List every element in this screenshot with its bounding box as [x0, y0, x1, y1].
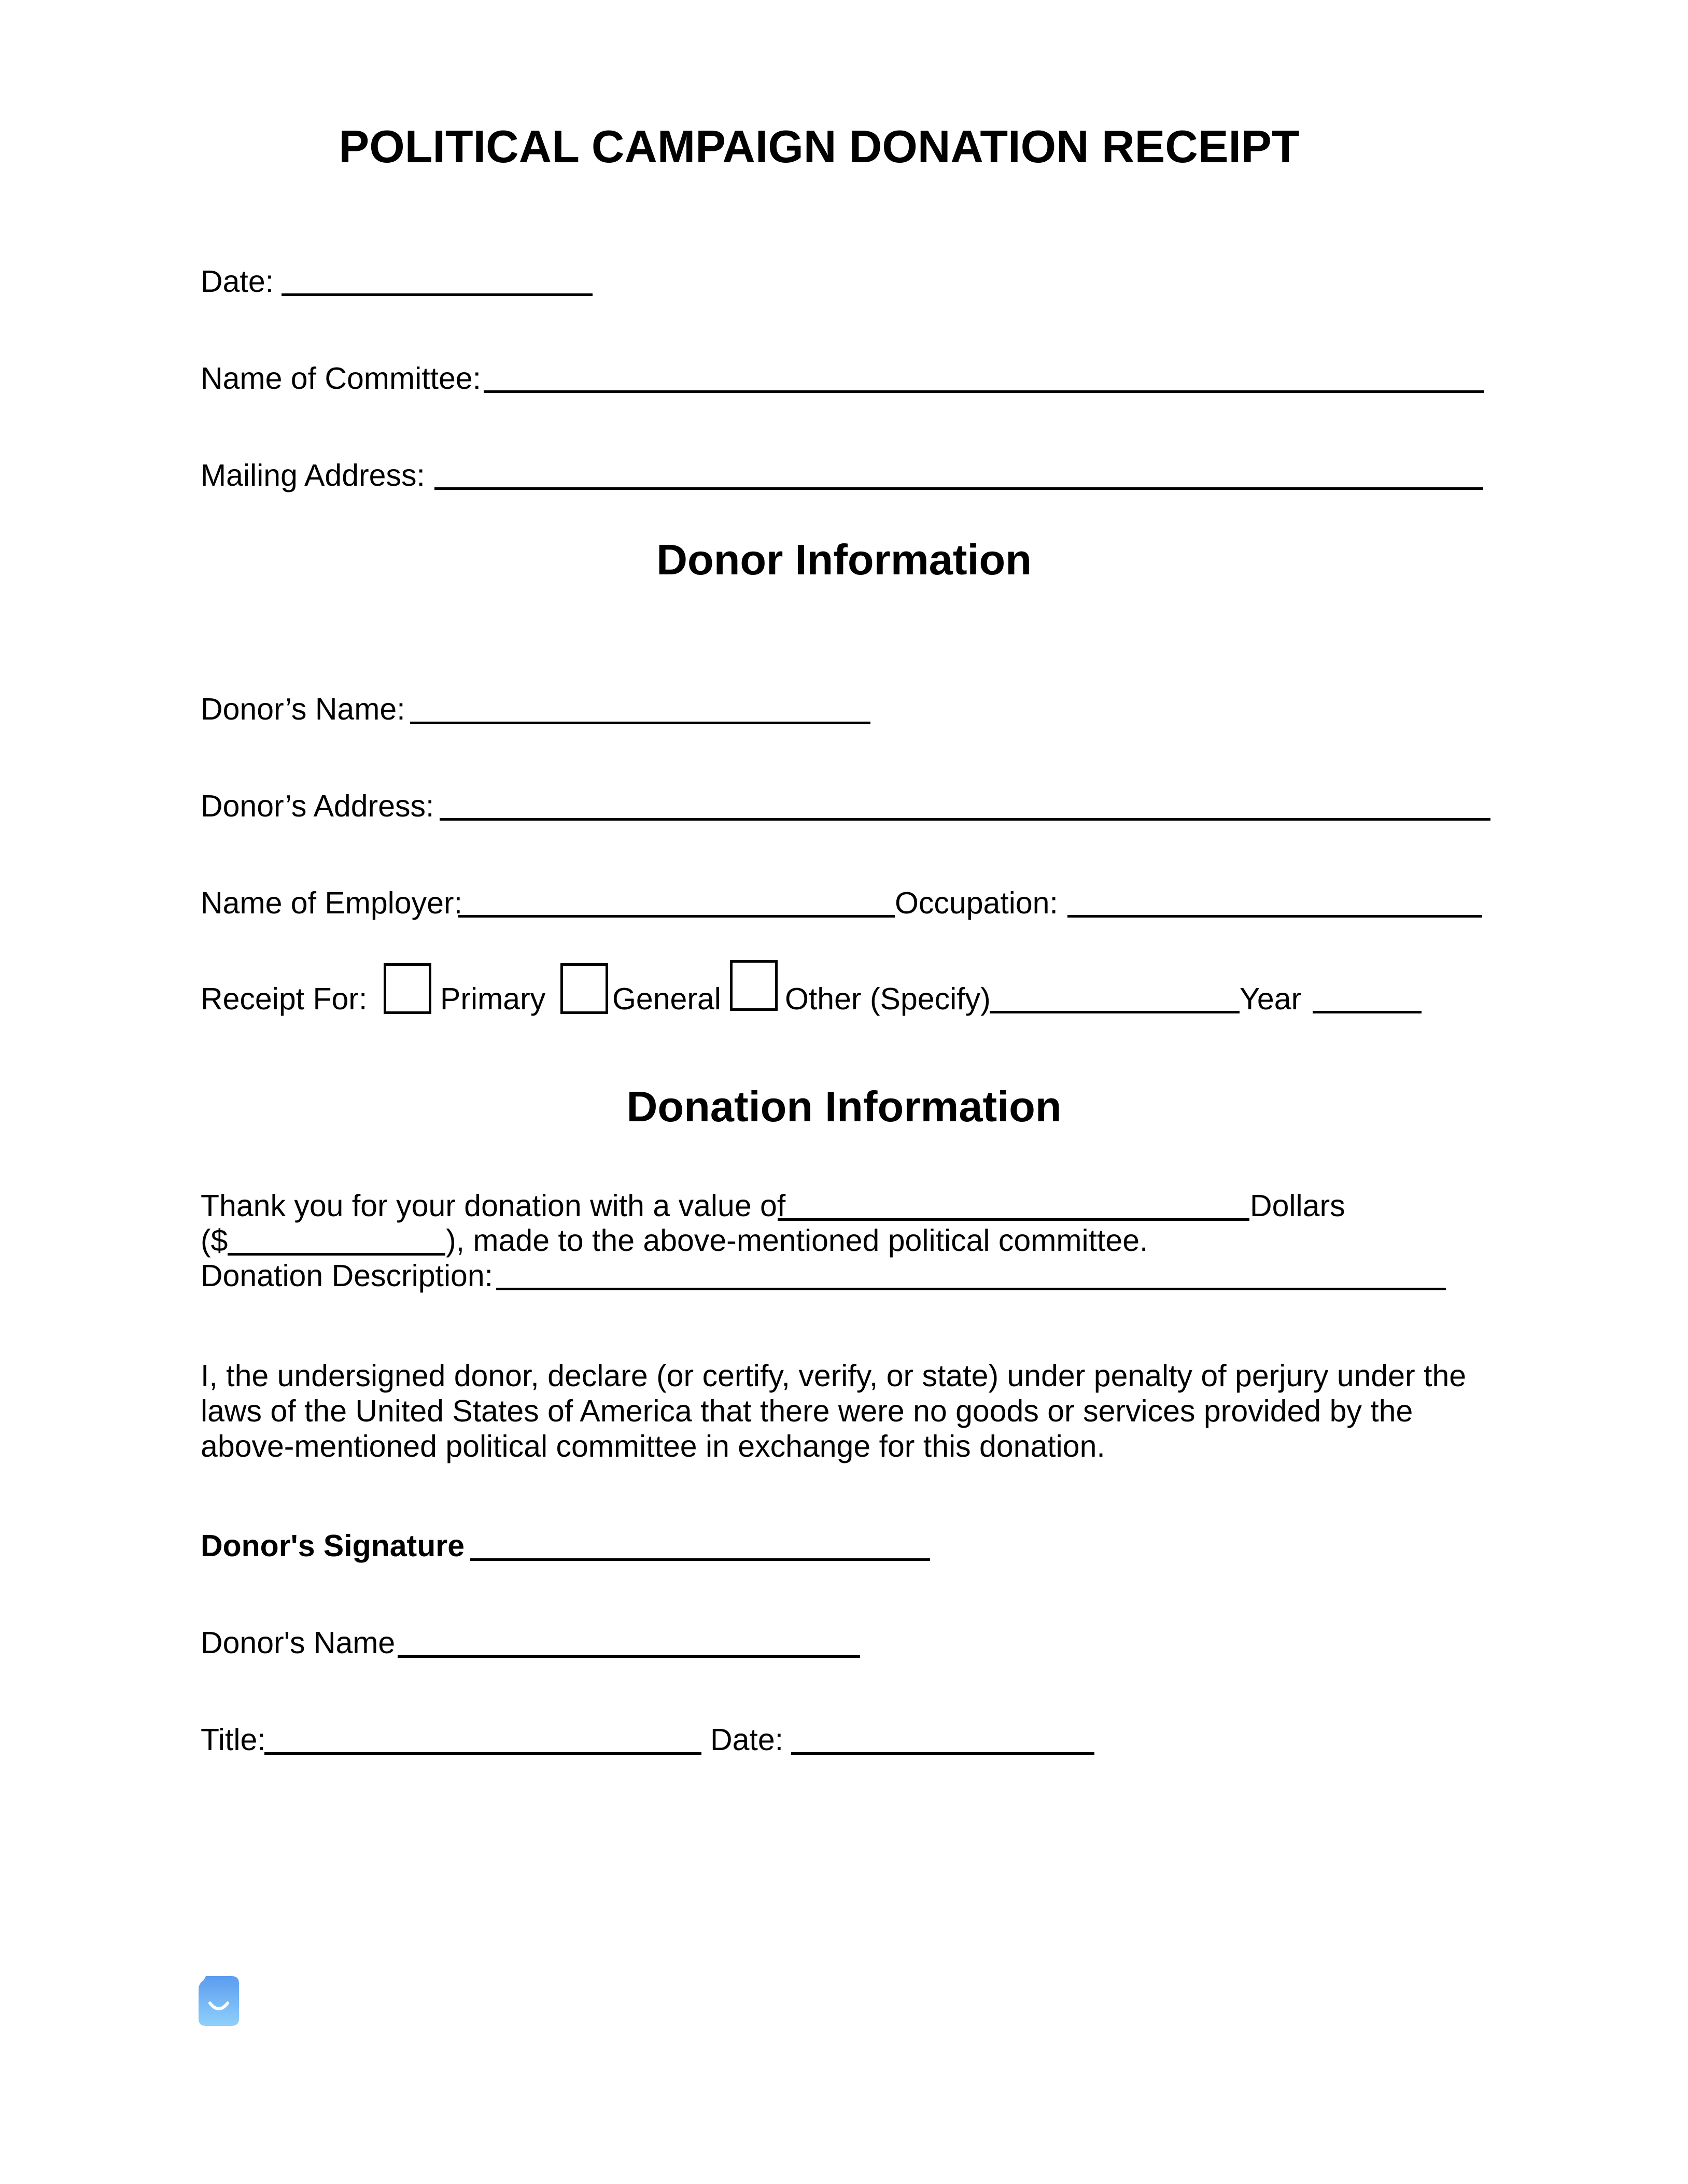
occupation-field[interactable]: [1067, 915, 1482, 918]
other-checkbox[interactable]: [730, 960, 778, 1011]
mailing-address-field[interactable]: [434, 487, 1483, 490]
dollars-label: Dollars: [1250, 1189, 1345, 1223]
declaration-paragraph: [201, 1358, 1497, 1464]
year-field[interactable]: [1313, 1011, 1422, 1013]
title-label: Title:: [201, 1723, 266, 1757]
committee-field[interactable]: [484, 390, 1484, 393]
other-option-label: Other (Specify): [785, 982, 991, 1016]
receipt-for-label: Receipt For:: [201, 982, 368, 1016]
general-checkbox[interactable]: [560, 963, 608, 1014]
donation-amount-words-field[interactable]: [778, 1218, 1249, 1221]
signature-date-field[interactable]: [791, 1752, 1094, 1755]
donation-description-label: Donation Description:: [201, 1259, 494, 1293]
occupation-label: Occupation:: [895, 886, 1058, 920]
declaration-line: above-mentioned political committee in exchange for this donation.: [201, 1429, 1105, 1463]
donation-amount-number-field[interactable]: [228, 1253, 445, 1256]
date-label: Date:: [201, 264, 274, 299]
title-field[interactable]: [264, 1752, 701, 1755]
signature-label: Donor's Signature: [201, 1529, 465, 1563]
other-specify-field[interactable]: [990, 1011, 1240, 1013]
date-field[interactable]: [282, 293, 593, 296]
donation-information-heading: Donation Information: [626, 1082, 1062, 1131]
thank-you-text: Thank you for your donation with a value of: [201, 1189, 786, 1223]
committee-label: Name of Committee:: [201, 361, 481, 396]
employer-label: Name of Employer:: [201, 886, 462, 920]
made-to-text: ), made to the above-mentioned political committee.: [446, 1223, 1148, 1258]
donor-address-label: Donor’s Address:: [201, 789, 434, 823]
primary-option-label: Primary: [440, 982, 546, 1016]
document-title: POLITICAL CAMPAIGN DONATION RECEIPT: [339, 121, 1300, 172]
primary-checkbox[interactable]: [384, 963, 431, 1014]
declaration-line: laws of the United States of America that there were no goods or services provided by the: [201, 1394, 1413, 1428]
donor-name-field[interactable]: [410, 722, 870, 724]
declaration-line: I, the undersigned donor, declare (or certify, verify, or state) under penalty of perjury under the: [201, 1359, 1467, 1393]
document-logo-icon: [199, 1976, 239, 2026]
donation-description-field[interactable]: [496, 1288, 1446, 1290]
dollar-sign-label: ($: [201, 1223, 228, 1258]
signature-date-label: Date:: [710, 1723, 784, 1757]
signature-donor-name-label: Donor's Name: [201, 1626, 396, 1660]
employer-field[interactable]: [458, 915, 895, 918]
signature-field[interactable]: [470, 1558, 930, 1561]
signature-donor-name-field[interactable]: [398, 1655, 860, 1658]
general-option-label: General: [612, 982, 721, 1016]
mailing-address-label: Mailing Address:: [201, 458, 425, 492]
donor-address-field[interactable]: [440, 818, 1490, 821]
donor-name-label: Donor’s Name:: [201, 692, 405, 726]
year-label: Year: [1240, 982, 1302, 1016]
donor-information-heading: Donor Information: [656, 536, 1032, 584]
